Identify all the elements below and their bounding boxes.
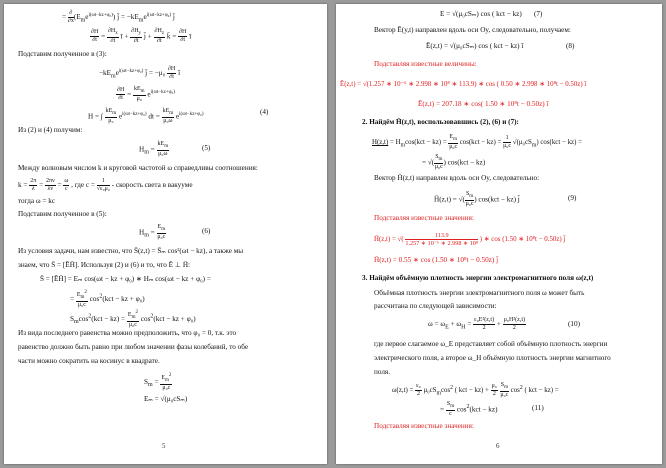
paragraph: рассчитана по следующей зависимости: bbox=[374, 302, 497, 310]
equation: $-kE_me^{i(\omega t-kz+\varphi_0)}$ j̄ = −μ₀ $\frac{\partial H}{\partial t}$ ī bbox=[99, 66, 181, 80]
paragraph: тогда ω = kc bbox=[18, 197, 56, 205]
equation-10: $\omega = \omega_E + \omega_H$ = $\frac{\text{ε₀E²(z,t)}}{2}$ + $\frac{\text{μ₀H²(z,t)}}{2}$ bbox=[428, 317, 526, 331]
equation: S̄ = [ĒH̄] = Eₘ cos(ωt − kz + φ₀) ∗ Hₘ cos(ωt − kz + φ₀) = bbox=[40, 275, 211, 283]
paragraph: Подставим полученное в (5): bbox=[18, 210, 107, 218]
equation-11: = $\frac{S_m}{c}$ $\cos^2(kct - kz)$ bbox=[440, 401, 498, 418]
paragraph: Вектор H̄(z,t) направлен вдоль оси Oy, следовательно: bbox=[374, 174, 540, 182]
equation-H-substituted: H̄(z,t) = √( $\frac{113.9}{\text{1.257 ∗ 10⁻⁶ ∗ 2.998 ∗ 10⁸}}$ ) ∗ cos (1.50 ∗ 10⁸t − 0.50z) j̄ bbox=[374, 232, 566, 247]
equation-4: H = ∫ $kE_m$ μ₀ $e^{i(\omega t-kz+\varphi_0)}$ dt = $kE_m$ μ₀ω $e^{i(\omega t-kz+\varphi_0)}$ bbox=[88, 108, 204, 125]
paragraph: электрического поля, а второе ω_H объёмную плотность энергии магнитного bbox=[374, 354, 611, 362]
equation-E-substituted: Ē(z,t) = √(1.257 ∗ 10⁻⁶ ∗ 2.998 ∗ 10⁸ ∗ 113.9) ∗ cos ( 0.50 ∗ 2.998 ∗ 10⁸t − 0.50z) ī bbox=[340, 81, 587, 88]
equation: $S_m$ = $\frac{E_m^2}{\text{μ₀c}}$ bbox=[144, 373, 172, 392]
paragraph: поля. bbox=[374, 368, 391, 376]
equation: Eₘ = √(μ₀cSₘ) bbox=[144, 395, 188, 403]
equation-number: (4) bbox=[260, 108, 269, 116]
document-page-5 bbox=[4, 4, 327, 464]
equation-dH-dt: $\frac{\partial H}{\partial t}$ = $\frac{\partial H_x}{\partial t}$ ī + $\frac{\partial H_y}{\partial t}$ j̄ + $\frac{\partial H_z}{\partial t}$ k̄ = $\frac{\partial H}{\partial t}$ ī bbox=[91, 28, 192, 45]
paragraph: где первое слагаемое ω_E представляет собой объёмную плотность энергии bbox=[374, 340, 608, 348]
equation-8: Ē(z,t) = √(μ₀cSₘ) cos ( kct − kz) ī bbox=[426, 42, 524, 50]
paragraph: равенство должно быть равно при любом значении фазы колебаний, то обе bbox=[18, 343, 249, 351]
equation-H-simplified: = √( $\frac{S_m}{\text{μ₀c}}$ ) cos(kct − kz) bbox=[422, 154, 486, 171]
equation-partial-derivative: = ∂ ∂x $(E_me^{i(\omega t-kz+\varphi_0)})$ j̄ = $-kE_me^{i(\omega t-kz+\varphi_0)}$ j̄ bbox=[62, 10, 175, 24]
paragraph: Подставим полученное в (3): bbox=[18, 50, 107, 58]
equation: = $\frac{E_m^2}{\text{μ₀c}}$ $\cos^2(kct$ − kz + φ₀) bbox=[70, 290, 145, 309]
red-heading: Подставляя известные значения: bbox=[374, 214, 474, 222]
paragraph: Из вида последнего равенства можно предположить, что φ₀ = 0, т.к. это bbox=[18, 329, 237, 337]
equation-5: $H_m$ = $kE_m$ μ₀ω bbox=[139, 141, 169, 158]
document-page-6 bbox=[336, 4, 662, 464]
red-heading: Подставляя известные величины: bbox=[374, 60, 477, 68]
paragraph: Из условия задачи, нам известно, что S̄(z,t) = S̄ₘ cos²(ωt − kz), а также мы bbox=[18, 247, 244, 255]
equation: $\frac{\partial H}{\partial t}$ = $kE_m$ μ₀ $e^{i(\omega t-kz+\varphi_0)}$ bbox=[117, 86, 175, 103]
paragraph: Из (2) и (4) получим: bbox=[18, 126, 83, 134]
section-heading-2: 2. Найдём H̄(z,t), воспользовавшись (2), (6) и (7): bbox=[362, 118, 519, 126]
equation-number: (8) bbox=[566, 42, 575, 50]
equation-H-result: H̄(z,t) = 0.55 ∗ cos (1.50 ∗ 10⁸t − 0.50z) j̄ bbox=[374, 256, 499, 264]
equation-number: (11) bbox=[532, 404, 544, 412]
equation-E-result: Ē(z,t) = 207.18 ∗ cos( 1.50 ∗ 10⁸t − 0.50z) ī bbox=[418, 100, 549, 108]
equation-7: E = √(μ₀cSₘ) cos ( kct − kz) bbox=[440, 10, 522, 18]
equation-6: $H_m$ = $\frac{E_m}{\text{μ₀c}}$ bbox=[139, 224, 166, 241]
paragraph: Вектор Ē(y,t) направлен вдоль оси Oy, следовательно, получаем: bbox=[374, 26, 571, 34]
equation-number: (10) bbox=[568, 320, 580, 328]
section-heading-3: 3. Найдём объёмную плотность энергии электромагнитного поля ω(z,t) bbox=[362, 274, 594, 282]
paragraph: Между волновым числом k и круговой частотой ω справедливы соотношения: bbox=[18, 164, 258, 172]
equation-wave-number: k = $\frac{2\pi}{\lambda}$ = $\frac{2\pi\nu}{\lambda\nu}$ = $\frac{\omega}{c}$ , где c = $\frac{1}{\text{√ε₀μ₀}}$ - скорость света в вакууме bbox=[18, 178, 193, 192]
paragraph: части можно сократить на косинус в квадрате. bbox=[18, 357, 160, 365]
red-heading: Подставляя известные значения: bbox=[374, 422, 474, 430]
equation-number: (9) bbox=[568, 194, 577, 202]
equation-H: $H(z,t) = H_m\cos(kct - kz)$ = $\frac{E_m}{\text{μ₀c}}$ cos(kct − kz) = $\frac{1}{\text{μ₀c}}$ $√(\mu_0cS_m) \cos(kct - kz)$ = bbox=[372, 134, 582, 151]
equation-number: (6) bbox=[202, 227, 211, 235]
page-number: 6 bbox=[496, 442, 500, 450]
equation-energy: ω(z,t) = $\frac{\text{ε₀}}{2}$ $\mu_0cS_m\cos^2$ ( kct − kz) + $\frac{\text{μ₀}}{2}$ $\frac{S_m}{\text{μ₀c}}$ $\cos^2$ ( kct − kz) = bbox=[392, 382, 559, 399]
equation: $S_m\cos^2(kct - kz)$ = $\frac{E_m^2}{\text{μ₀c}}$ $\cos^2(kct$ − kz + φ₀) bbox=[70, 310, 196, 329]
page-number: 5 bbox=[162, 442, 166, 450]
paragraph: знаем, что S̄ = [ĒH̄]. Используя (2) и (6) и то, что Ē ⊥ H̄: bbox=[18, 261, 191, 269]
equation-number: (5) bbox=[202, 144, 211, 152]
equation-number: (7) bbox=[534, 10, 543, 18]
paragraph: Объёмная плотность энергии электромагнитного поля ω может быть bbox=[374, 289, 585, 297]
equation-9: H̄(z,t) = √( $\frac{S_m}{\text{μ₀c}}$ ) cos(kct − kz) j̄ bbox=[434, 191, 520, 208]
